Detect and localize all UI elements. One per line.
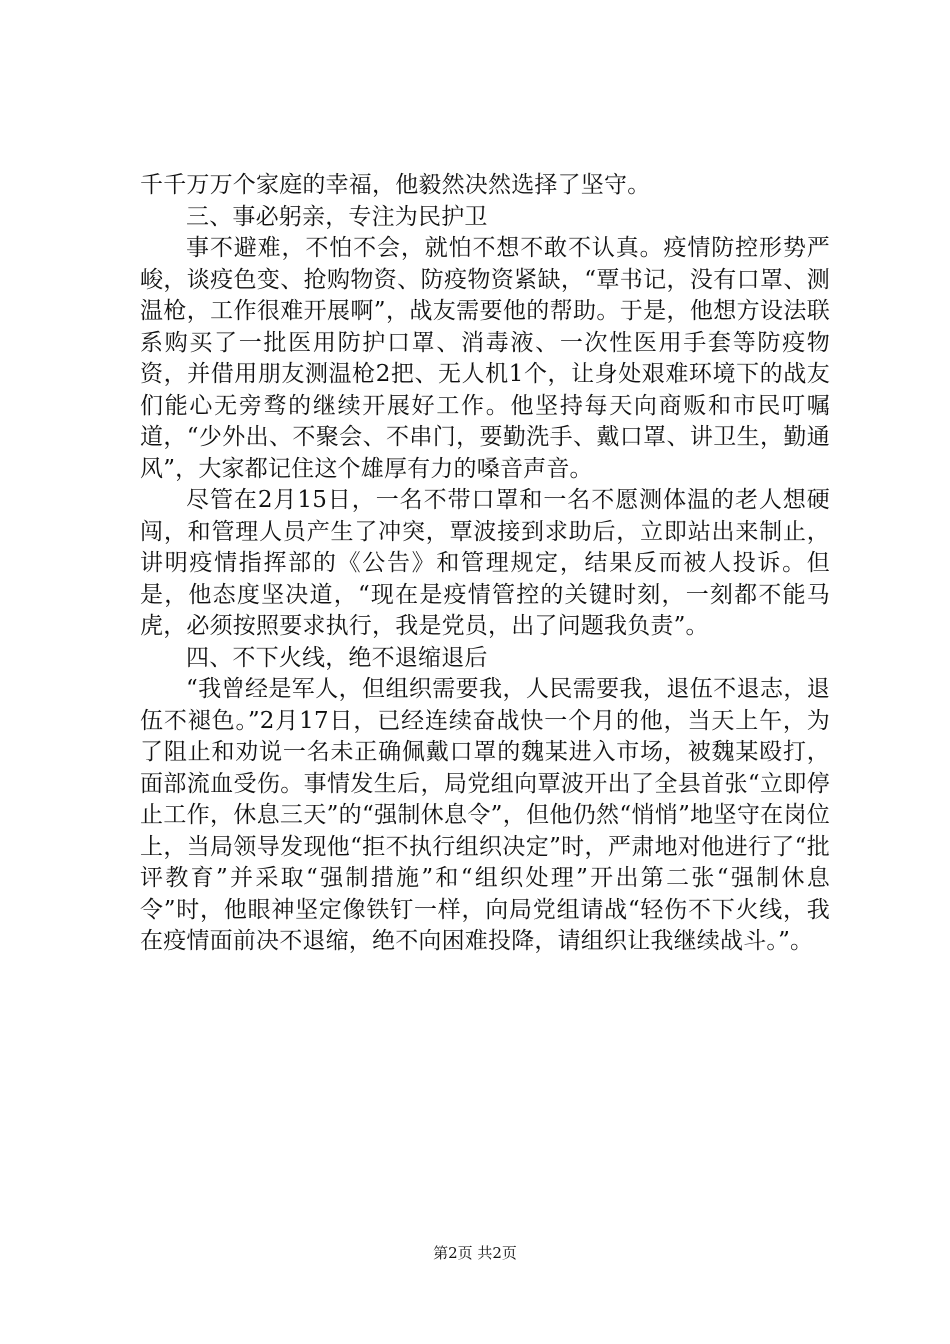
document-body <box>140 170 830 958</box>
page-number-footer: 第2页 共2页 <box>433 1244 517 1262</box>
section-heading-3: 三、事必躬亲，专注为民护卫 <box>186 203 488 230</box>
paragraph-continuation: 千千万万个家庭的幸福，他毅然决然选择了坚守。 <box>140 172 651 198</box>
section-heading-4: 四、不下火线，绝不退缩退后 <box>186 644 488 671</box>
paragraph: 事不避难，不怕不会，就怕不想不敢不认真。疫情防控形势严峻，谈疫色变、抢购物资、防疫物资紧缺，“覃书记，没有口罩、测温枪，工作很难开展啊”，战友需要他的帮助。于是，他想方设法联系购买了一批医用防护口罩、消毒液、一次性医用手套等防疫物资，并借用朋友测温枪2把、无人机1个，让身处艰难环境下的战友们能心无旁骛的继续开展好工作。他坚持每天向商贩和市民叮嘱道，“少外出、不聚会、不串门，要勤洗手、戴口罩、讲卫生，勤通风”，大家都记住这个雄厚有力的嗓音声音。 <box>140 235 830 482</box>
paragraph: 尽管在2月15日，一名不带口罩和一名不愿测体温的老人想硬闯，和管理人员产生了冲突，覃波接到求助后，立即站出来制止，讲明疫情指挥部的《公告》和管理规定，结果反而被人投诉。但是，他态度坚决道，“现在是疫情管控的关键时刻，一刻都不能马虎，必须按照要求执行，我是党员，出了问题我负责”。 <box>140 487 830 639</box>
paragraph: “我曾经是军人，但组织需要我，人民需要我，退伍不退志，退伍不褪色。”2月17日，已经连续奋战快一个月的他，当天上午，为了阻止和劝说一名未正确佩戴口罩的魏某进入市场，被魏某殴打，面部流血受伤。事情发生后，局党组向覃波开出了全县首张“立即停止工作，休息三天”的“强制休息令”，但他仍然“悄悄”地坚守在岗位上，当局领导发现他“拒不执行组织决定”时，严肃地对他进行了“批评教育”并采取“强制措施”和“组织处理”开出第二张“强制休息令”时，他眼神坚定像铁钉一样，向局党组请战“轻伤不下火线，我在疫情面前决不退缩，绝不向困难投降，请组织让我继续战斗。”。 <box>140 676 830 954</box>
